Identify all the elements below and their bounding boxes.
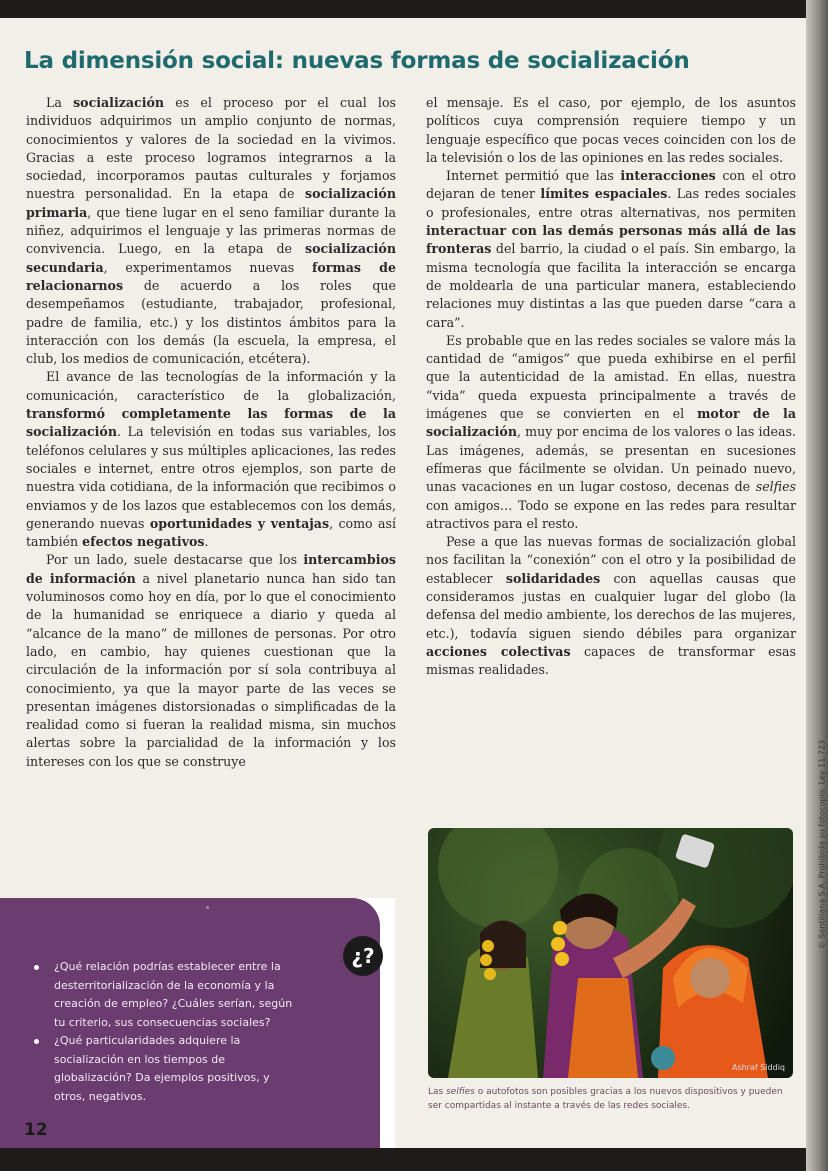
text-run: Las: [428, 1087, 447, 1097]
text-run: a nivel planetario nunca han sido tan voluminosos como hoy en día, por lo que el conocimiento de la humanidad se enriquece a diario y queda al “alcance de la mano” de millones de personas. Por otro lado, en cambio, hay quienes cuestionan que la circulación de la información por sí sola contribuya al conocimiento, ya que la mayor parte de las veces se presentan imágenes distorsionadas o simplificadas de la realidad como si fueran la realidad misma, sin muchos alertas sobre la parcialidad de la información y los intereses con los que se construye: [26, 570, 396, 769]
text-run: Internet permitió que las: [446, 168, 621, 184]
bold-term: oportunidades y ventajas: [149, 515, 330, 531]
side-copyright-text: © Santillana S.A. Prohibida su fotocopia. Ley 11.723: [817, 739, 827, 950]
side-copyright: [812, 640, 827, 1060]
text-run: La: [46, 95, 74, 110]
bold-term: acciones colectivas: [426, 643, 571, 659]
bold-term: socialización primaria: [26, 186, 396, 220]
bold-term: límites espaciales: [540, 186, 668, 202]
selfie-illustration: [428, 828, 793, 1078]
text-run: , que tiene lugar en el seno familiar durante la niñez, adquirimos el lenguaje y las primeras normas de convivencia. Luego, en la etapa de: [26, 204, 396, 257]
text-run: . La televisión en todas sus variables, los teléfonos celulares y sus múltiples aplicaciones, las redes sociales e internet, entre otros ejemplos, son parte de nuestra vida cotidiana, de la información que recibimos o enviamos y de los lazos que establecemos con los demás, generando nuevas: [26, 424, 396, 531]
text-run: capaces de transformar esas mismas realidades.: [426, 643, 796, 678]
italic-term: selfies: [755, 479, 796, 495]
text-run: del barrio, la ciudad o el país. Sin embargo, la misma tecnología que facilita la interacción se encarga de moldearla de una particular manera, estableciendo relaciones muy distintas a las que pueden darse “cara a cara”.: [426, 241, 796, 330]
bold-term: interacciones: [620, 168, 716, 184]
paragraph: [426, 94, 796, 167]
bold-term: transformó completamente las formas de la socialización: [26, 406, 396, 440]
left-column: [26, 94, 396, 771]
question-list: [34, 958, 304, 1106]
bold-term: intercambios de información: [26, 552, 396, 586]
photo-caption: [428, 1085, 793, 1113]
text-run: , muy por encima de los valores o las ideas. Las imágenes, además, se presentan en sucesiones efímeras que fácilmente se olvidan. Un peinado nuevo, unas vacaciones en un lugar costoso, decenas de: [426, 424, 796, 495]
question-box: [0, 898, 395, 1148]
page-number: 12: [24, 1120, 48, 1140]
bold-term: socialización secundaria: [26, 241, 396, 275]
text-run: Pese a que las nuevas formas de socialización global nos facilitan la “conexión” con el otro y la posibilidad de establecer: [426, 534, 796, 586]
bold-term: efectos negativos: [82, 534, 205, 550]
text-run: con aquellas causas que consideramos justas en cualquier lugar del globo (la defensa del medio ambiente, los derechos de las mujeres, etc.), todavía siguen siendo débiles para organizar: [426, 570, 797, 641]
dot-mark: [206, 906, 209, 909]
paragraph: [26, 368, 396, 551]
selfie-photo: [428, 828, 793, 1078]
text-run: Es probable que en las redes sociales se valore más la cantidad de “amigos” que pueda exhibirse en el perfil que la autenticidad de la amistad. En ellas, nuestra “vida” queda expuesta principalmente a través de imágenes que se convierten en el: [426, 332, 796, 422]
bold-term: motor de la socialización: [426, 406, 796, 440]
text-run: de acuerdo a los roles que desempeñamos (estudiante, trabajador, profesional, padre de familia, etc.) y los distintos ámbitos para la interacción con los demás (la escuela, la empresa, el club, los medios de comunicación, etcétera).: [26, 277, 396, 367]
text-run: el mensaje. Es el caso, por ejemplo, de los asuntos políticos cuya comprensión requiere tiempo y un lenguaje específico que pocas veces coinciden con los de la televisión o los de las opiniones en las redes sociales.: [426, 95, 796, 165]
right-column: [426, 94, 796, 680]
paragraph: [426, 167, 796, 332]
paragraph: [426, 332, 796, 533]
text-run: o autofotos son posibles gracias a los nuevos dispositivos y pueden ser compartidas al instante a través de las redes sociales.: [428, 1087, 783, 1111]
text-run: , como así también: [26, 515, 396, 550]
text-run: El avance de las tecnologías de la información y la comunicación, característico de la globalización,: [26, 369, 396, 403]
bold-term: solidaridades: [505, 570, 601, 586]
question-item: ¿Qué particularidades adquiere la socialización en los tiempos de globalización? Da ejemplos positivos, y otros, negativos.: [34, 1032, 304, 1106]
text-run: con amigos… Todo se expone en las redes para resultar atractivos para el resto.: [426, 497, 796, 531]
text-run: Por un lado, suele destacarse que los: [46, 552, 304, 568]
text-run: , experimentamos nuevas: [103, 259, 312, 275]
text-run: .: [204, 534, 209, 550]
book-page: [0, 18, 806, 1148]
paragraph: [426, 533, 796, 679]
question-item: ¿Qué relación podrías establecer entre la desterritorialización de la economía y la creación de empleo? ¿Cuáles serían, según tu criterio, sus consecuencias sociales?: [34, 958, 304, 1032]
bold-term: interactuar con las demás personas más allá de las fronteras: [426, 223, 796, 257]
text-run: . Las redes sociales o profesionales, entre otras alternativas, nos permiten: [426, 186, 796, 220]
paragraph: [26, 551, 396, 771]
bold-term: socialización: [73, 95, 165, 110]
italic-term: selfies: [446, 1087, 475, 1097]
photo-credit: Ashraf Siddiq: [731, 1063, 785, 1072]
text-run: es el proceso por el cual los individuos adquirimos un amplio conjunto de normas, conocimientos y valores de la sociedad en la vivimos. Gracias a este proceso logramos integrarnos a la sociedad, incorporamos pautas culturales y forjamos nuestra personalidad. En la etapa de: [26, 95, 396, 202]
page-title: La dimensión social: nuevas formas de socialización: [24, 48, 690, 74]
text-run: con el otro dejaran de tener: [426, 168, 797, 202]
paragraph: [26, 94, 396, 368]
bold-term: formas de relacionarnos: [26, 259, 396, 293]
question-mark-icon: ¿?: [343, 936, 383, 976]
